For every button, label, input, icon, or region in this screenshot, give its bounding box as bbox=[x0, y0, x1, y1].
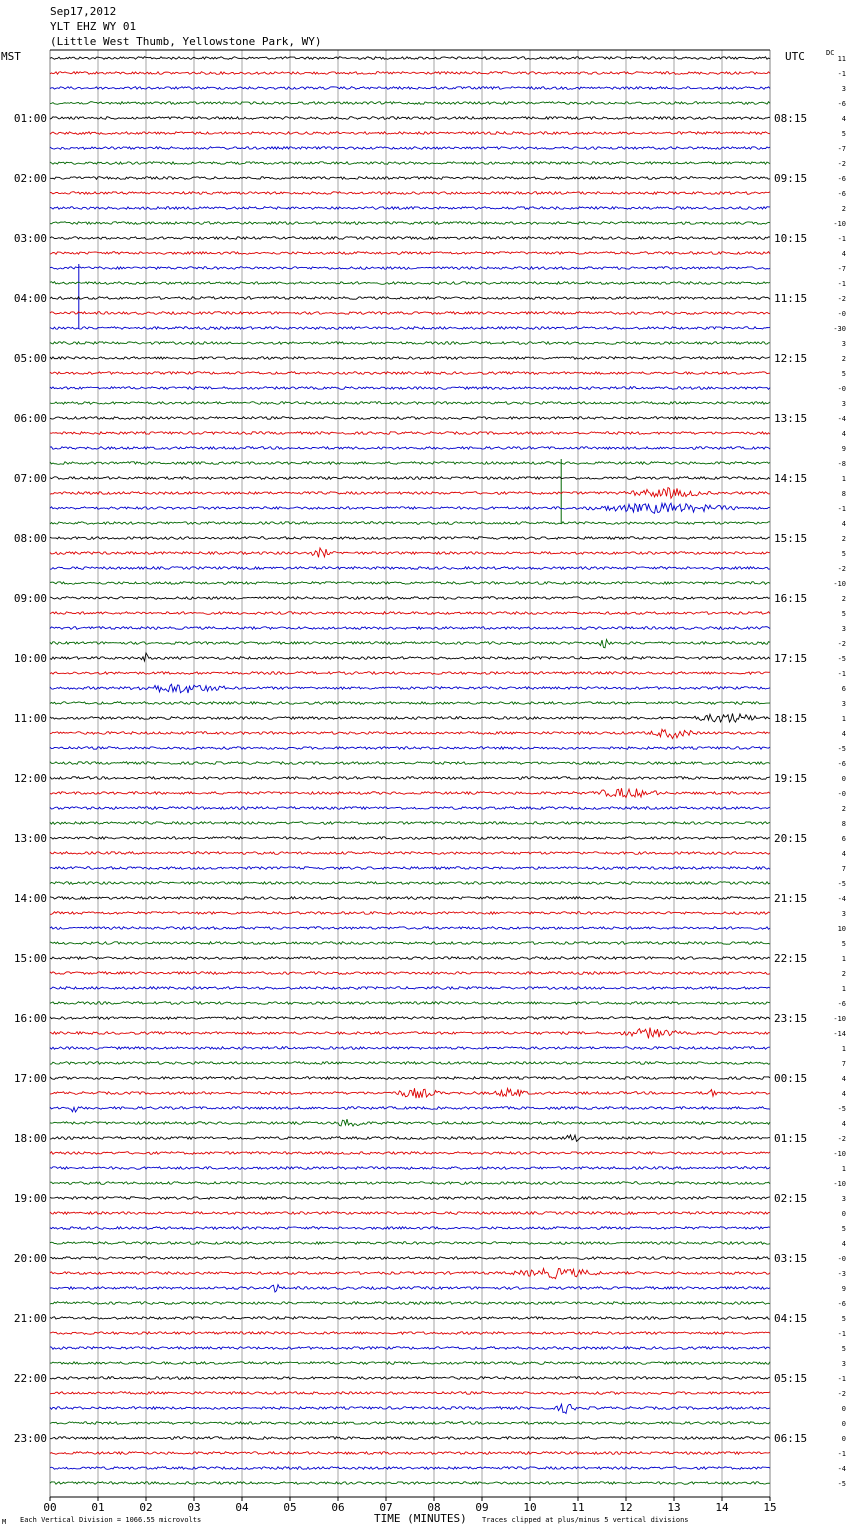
trace-line bbox=[50, 462, 770, 465]
trace-line bbox=[50, 1257, 770, 1260]
dc-offset-value: 3 bbox=[841, 625, 846, 633]
left-hour-label: 01:00 bbox=[13, 112, 47, 125]
trace-line bbox=[50, 477, 770, 480]
trace-line bbox=[50, 912, 770, 915]
trace-line bbox=[50, 1302, 770, 1305]
right-hour-label: 04:15 bbox=[774, 1312, 808, 1325]
left-hour-label: 15:00 bbox=[13, 952, 47, 965]
dc-offset-value: 11 bbox=[837, 55, 846, 63]
left-hour-label: 23:00 bbox=[13, 1432, 47, 1445]
right-hour-label: 00:15 bbox=[774, 1072, 808, 1085]
right-hour-label: 17:15 bbox=[774, 652, 808, 665]
trace-line bbox=[50, 402, 770, 405]
left-hour-label: 16:00 bbox=[13, 1012, 47, 1025]
dc-offset-value: 3 bbox=[841, 85, 846, 93]
dc-offset-value: -10 bbox=[833, 1015, 846, 1023]
dc-offset-value: -5 bbox=[837, 1105, 846, 1113]
dc-offset-value: 3 bbox=[841, 1360, 846, 1368]
trace-line bbox=[50, 1392, 770, 1395]
trace-line bbox=[50, 612, 770, 615]
trace-line bbox=[50, 282, 770, 285]
trace-line bbox=[50, 147, 770, 150]
dc-offset-value: 4 bbox=[841, 115, 846, 123]
trace-line bbox=[50, 1452, 770, 1455]
left-hour-label: 17:00 bbox=[13, 1072, 47, 1085]
right-hour-label: 13:15 bbox=[774, 412, 808, 425]
dc-offset-value: 3 bbox=[841, 700, 846, 708]
dc-offset-value: 4 bbox=[841, 1090, 846, 1098]
dc-offset-value: 4 bbox=[841, 1120, 846, 1128]
trace-line bbox=[50, 582, 770, 585]
dc-offset-value: -6 bbox=[837, 1300, 846, 1308]
trace-line bbox=[50, 1422, 770, 1425]
trace-line bbox=[50, 548, 770, 557]
dc-offset-value: 2 bbox=[841, 535, 846, 543]
dc-offset-value: -0 bbox=[837, 385, 846, 393]
trace-line bbox=[50, 1002, 770, 1005]
trace-line bbox=[50, 987, 770, 990]
dc-offset-value: 2 bbox=[841, 595, 846, 603]
right-hour-label: 08:15 bbox=[774, 112, 808, 125]
trace-line bbox=[50, 1017, 770, 1020]
dc-offset-value: -6 bbox=[837, 190, 846, 198]
trace-line bbox=[50, 503, 770, 513]
trace-line bbox=[50, 1227, 770, 1230]
dc-offset-value: 3 bbox=[841, 1195, 846, 1203]
dc-offset-value: 0 bbox=[841, 1405, 846, 1413]
dc-offset-header: DC bbox=[826, 49, 835, 57]
dc-offset-value: -1 bbox=[837, 670, 846, 678]
dc-offset-value: -3 bbox=[837, 1270, 846, 1278]
dc-offset-value: 5 bbox=[841, 940, 846, 948]
trace-line bbox=[50, 1332, 770, 1335]
dc-offset-value: 2 bbox=[841, 805, 846, 813]
trace-line bbox=[50, 1285, 770, 1292]
dc-offset-value: 6 bbox=[841, 685, 846, 693]
trace-line bbox=[50, 1135, 770, 1141]
dc-offset-value: 3 bbox=[841, 340, 846, 348]
dc-offset-value: -7 bbox=[837, 145, 846, 153]
x-tick-label: 12 bbox=[619, 1501, 633, 1514]
dc-offset-value: 5 bbox=[841, 1315, 846, 1323]
dc-offset-value: -4 bbox=[837, 895, 846, 903]
clip-note: Traces clipped at plus/minus 5 vertical divisions bbox=[482, 1516, 689, 1524]
x-tick-label: 01 bbox=[91, 1501, 105, 1514]
dc-offset-value: 4 bbox=[841, 850, 846, 858]
dc-offset-value: 0 bbox=[841, 775, 846, 783]
dc-offset-value: -0 bbox=[837, 790, 846, 798]
left-hour-label: 12:00 bbox=[13, 772, 47, 785]
trace-line bbox=[50, 713, 770, 722]
dc-offset-value: 1 bbox=[841, 1165, 846, 1173]
x-axis-title: TIME (MINUTES) bbox=[374, 1512, 467, 1525]
trace-line bbox=[50, 1077, 770, 1080]
trace-line bbox=[50, 807, 770, 810]
trace-line bbox=[50, 788, 770, 797]
dc-offset-value: 4 bbox=[841, 430, 846, 438]
trace-line bbox=[50, 1047, 770, 1050]
dc-offset-value: 3 bbox=[841, 400, 846, 408]
trace-line bbox=[50, 372, 770, 375]
trace-line bbox=[50, 1482, 770, 1485]
right-hour-label: 01:15 bbox=[774, 1132, 808, 1145]
dc-offset-value: 9 bbox=[841, 1285, 846, 1293]
dc-offset-value: 0 bbox=[841, 1435, 846, 1443]
x-tick-label: 07 bbox=[379, 1501, 393, 1514]
corner-mark: M bbox=[2, 1518, 7, 1526]
trace-line bbox=[50, 653, 770, 661]
trace-line bbox=[50, 867, 770, 870]
dc-offset-value: -5 bbox=[837, 880, 846, 888]
trace-line bbox=[50, 627, 770, 630]
trace-line bbox=[50, 1212, 770, 1215]
dc-offset-value: 7 bbox=[841, 865, 846, 873]
station-code: YLT EHZ WY 01 bbox=[50, 20, 137, 33]
dc-offset-value: 4 bbox=[841, 730, 846, 738]
dc-offset-value: 1 bbox=[841, 1045, 846, 1053]
trace-line bbox=[50, 447, 770, 450]
x-tick-label: 15 bbox=[763, 1501, 777, 1514]
left-hour-label: 07:00 bbox=[13, 472, 47, 485]
trace-line bbox=[50, 747, 770, 750]
dc-offset-value: 8 bbox=[841, 490, 846, 498]
dc-offset-value: 2 bbox=[841, 205, 846, 213]
trace-line bbox=[50, 1467, 770, 1470]
trace-line bbox=[50, 1377, 770, 1380]
trace-line bbox=[50, 957, 770, 960]
dc-offset-value: -10 bbox=[833, 580, 846, 588]
trace-line bbox=[50, 117, 770, 120]
trace-line bbox=[50, 702, 770, 705]
trace-line bbox=[50, 1062, 770, 1065]
trace-line bbox=[50, 1107, 770, 1112]
trace-line bbox=[50, 177, 770, 180]
dc-offset-value: -4 bbox=[837, 415, 846, 423]
trace-line bbox=[50, 488, 770, 499]
dc-offset-value: -2 bbox=[837, 1135, 846, 1143]
trace-line bbox=[50, 357, 770, 360]
left-hour-label: 05:00 bbox=[13, 352, 47, 365]
dc-offset-value: -4 bbox=[837, 1465, 846, 1473]
dc-offset-value: -6 bbox=[837, 175, 846, 183]
trace-line bbox=[50, 972, 770, 975]
dc-offset-value: 1 bbox=[841, 715, 846, 723]
dc-offset-value: -1 bbox=[837, 505, 846, 513]
dc-offset-value: 2 bbox=[841, 970, 846, 978]
dc-offset-value: -2 bbox=[837, 295, 846, 303]
trace-line bbox=[50, 1152, 770, 1155]
station-location: (Little West Thumb, Yellowstone Park, WY) bbox=[50, 35, 322, 48]
dc-offset-value: 3 bbox=[841, 910, 846, 918]
dc-offset-value: -10 bbox=[833, 220, 846, 228]
dc-offset-value: -14 bbox=[833, 1030, 846, 1038]
dc-offset-value: -10 bbox=[833, 1180, 846, 1188]
x-tick-label: 03 bbox=[187, 1501, 201, 1514]
trace-line bbox=[50, 312, 770, 315]
x-tick-label: 11 bbox=[571, 1501, 585, 1514]
dc-offset-value: 1 bbox=[841, 955, 846, 963]
dc-offset-value: -2 bbox=[837, 640, 846, 648]
trace-line bbox=[50, 729, 770, 738]
left-hour-label: 20:00 bbox=[13, 1252, 47, 1265]
x-tick-label: 09 bbox=[475, 1501, 489, 1514]
right-hour-label: 05:15 bbox=[774, 1372, 808, 1385]
left-hour-label: 22:00 bbox=[13, 1372, 47, 1385]
dc-offset-value: 1 bbox=[841, 475, 846, 483]
right-hour-label: 21:15 bbox=[774, 892, 808, 905]
trace-line bbox=[50, 132, 770, 135]
trace-line bbox=[50, 684, 770, 693]
trace-line bbox=[50, 942, 770, 945]
trace-line bbox=[50, 762, 770, 765]
trace-line bbox=[50, 639, 770, 647]
trace-line bbox=[50, 252, 770, 255]
trace-line bbox=[50, 822, 770, 825]
left-hour-label: 14:00 bbox=[13, 892, 47, 905]
left-hour-label: 08:00 bbox=[13, 532, 47, 545]
dc-offset-value: 7 bbox=[841, 1060, 846, 1068]
dc-offset-value: -2 bbox=[837, 160, 846, 168]
dc-offset-value: 4 bbox=[841, 250, 846, 258]
x-tick-label: 04 bbox=[235, 1501, 249, 1514]
dc-offset-value: -5 bbox=[837, 1480, 846, 1488]
x-tick-label: 06 bbox=[331, 1501, 345, 1514]
right-hour-label: 06:15 bbox=[774, 1432, 808, 1445]
left-hour-label: 13:00 bbox=[13, 832, 47, 845]
right-hour-label: 12:15 bbox=[774, 352, 808, 365]
trace-line bbox=[50, 1167, 770, 1170]
trace-line bbox=[50, 1269, 770, 1279]
trace-line bbox=[50, 207, 770, 210]
x-tick-label: 10 bbox=[523, 1501, 537, 1514]
dc-offset-value: 0 bbox=[841, 1210, 846, 1218]
trace-line bbox=[50, 1119, 770, 1126]
trace-line bbox=[50, 1347, 770, 1350]
left-hour-label: 11:00 bbox=[13, 712, 47, 725]
dc-offset-value: 4 bbox=[841, 520, 846, 528]
left-hour-label: 04:00 bbox=[13, 292, 47, 305]
right-hour-label: 23:15 bbox=[774, 1012, 808, 1025]
dc-offset-value: -5 bbox=[837, 745, 846, 753]
x-tick-label: 05 bbox=[283, 1501, 297, 1514]
trace-line bbox=[50, 1242, 770, 1245]
dc-offset-value: 1 bbox=[841, 985, 846, 993]
x-tick-label: 02 bbox=[139, 1501, 153, 1514]
trace-line bbox=[50, 72, 770, 75]
trace-line bbox=[50, 1197, 770, 1200]
trace-line bbox=[50, 882, 770, 885]
trace-line bbox=[50, 1182, 770, 1185]
dc-offset-value: -6 bbox=[837, 1000, 846, 1008]
trace-line bbox=[50, 597, 770, 600]
dc-offset-value: -2 bbox=[837, 1390, 846, 1398]
dc-offset-value: -7 bbox=[837, 265, 846, 273]
trace-line bbox=[50, 87, 770, 90]
trace-line bbox=[50, 57, 770, 60]
trace-line bbox=[50, 522, 770, 525]
right-hour-label: 16:15 bbox=[774, 592, 808, 605]
dc-offset-value: -1 bbox=[837, 1330, 846, 1338]
scale-note: Each Vertical Division = 1066.55 microvolts bbox=[20, 1516, 202, 1524]
x-tick-label: 13 bbox=[667, 1501, 681, 1514]
trace-line bbox=[50, 567, 770, 570]
dc-offset-value: 5 bbox=[841, 1345, 846, 1353]
dc-offset-value: -1 bbox=[837, 1375, 846, 1383]
trace-line bbox=[50, 327, 770, 330]
left-hour-label: 03:00 bbox=[13, 232, 47, 245]
dc-offset-value: -6 bbox=[837, 100, 846, 108]
left-hour-label: 21:00 bbox=[13, 1312, 47, 1325]
trace-line bbox=[50, 1362, 770, 1365]
right-hour-label: 22:15 bbox=[774, 952, 808, 965]
dc-offset-value: 9 bbox=[841, 445, 846, 453]
right-hour-label: 18:15 bbox=[774, 712, 808, 725]
left-hour-label: 19:00 bbox=[13, 1192, 47, 1205]
trace-line bbox=[50, 417, 770, 420]
right-hour-label: 15:15 bbox=[774, 532, 808, 545]
dc-offset-value: -10 bbox=[833, 1150, 846, 1158]
left-hour-label: 10:00 bbox=[13, 652, 47, 665]
trace-line bbox=[50, 852, 770, 855]
right-hour-label: 19:15 bbox=[774, 772, 808, 785]
trace-line bbox=[50, 432, 770, 435]
trace-line bbox=[50, 537, 770, 540]
dc-offset-value: 0 bbox=[841, 1420, 846, 1428]
dc-offset-value: -30 bbox=[833, 325, 846, 333]
dc-offset-value: -8 bbox=[837, 460, 846, 468]
right-hour-label: 10:15 bbox=[774, 232, 808, 245]
trace-line bbox=[50, 1088, 770, 1098]
trace-line bbox=[50, 897, 770, 900]
left-hour-label: 06:00 bbox=[13, 412, 47, 425]
trace-line bbox=[50, 342, 770, 345]
trace-line bbox=[50, 672, 770, 675]
trace-line bbox=[50, 837, 770, 840]
right-hour-label: 14:15 bbox=[774, 472, 808, 485]
dc-offset-value: -2 bbox=[837, 565, 846, 573]
dc-offset-value: -1 bbox=[837, 280, 846, 288]
dc-offset-value: 4 bbox=[841, 1075, 846, 1083]
x-tick-label: 14 bbox=[715, 1501, 729, 1514]
dc-offset-value: -5 bbox=[837, 655, 846, 663]
right-timezone-label: UTC bbox=[785, 50, 805, 63]
dc-offset-value: 5 bbox=[841, 130, 846, 138]
dc-offset-value: 5 bbox=[841, 370, 846, 378]
trace-line bbox=[50, 1317, 770, 1320]
right-hour-label: 03:15 bbox=[774, 1252, 808, 1265]
trace-line bbox=[50, 1028, 770, 1039]
dc-offset-value: 6 bbox=[841, 835, 846, 843]
trace-line bbox=[50, 1437, 770, 1440]
dc-offset-value: -6 bbox=[837, 760, 846, 768]
trace-line bbox=[50, 192, 770, 195]
left-hour-label: 18:00 bbox=[13, 1132, 47, 1145]
plot-date: Sep17,2012 bbox=[50, 5, 117, 18]
trace-line bbox=[50, 387, 770, 390]
trace-line bbox=[50, 267, 770, 270]
trace-line bbox=[50, 162, 770, 165]
left-hour-label: 09:00 bbox=[13, 592, 47, 605]
trace-line bbox=[50, 777, 770, 780]
dc-offset-value: 10 bbox=[837, 925, 846, 933]
trace-line bbox=[50, 297, 770, 300]
right-hour-label: 09:15 bbox=[774, 172, 808, 185]
trace-line bbox=[50, 102, 770, 105]
dc-offset-value: 5 bbox=[841, 1225, 846, 1233]
dc-offset-value: -0 bbox=[837, 310, 846, 318]
trace-line bbox=[50, 222, 770, 225]
right-hour-label: 11:15 bbox=[774, 292, 808, 305]
dc-offset-value: 2 bbox=[841, 355, 846, 363]
right-hour-label: 02:15 bbox=[774, 1192, 808, 1205]
dc-offset-value: -1 bbox=[837, 70, 846, 78]
dc-offset-value: -1 bbox=[837, 1450, 846, 1458]
x-tick-label: 08 bbox=[427, 1501, 441, 1514]
x-tick-label: 00 bbox=[43, 1501, 57, 1514]
right-hour-label: 20:15 bbox=[774, 832, 808, 845]
dc-offset-value: 8 bbox=[841, 820, 846, 828]
trace-line bbox=[50, 1404, 770, 1413]
trace-line bbox=[50, 237, 770, 240]
dc-offset-value: 5 bbox=[841, 550, 846, 558]
left-timezone-label: MST bbox=[1, 50, 21, 63]
left-hour-label: 02:00 bbox=[13, 172, 47, 185]
dc-offset-value: -1 bbox=[837, 235, 846, 243]
trace-line bbox=[50, 927, 770, 930]
dc-offset-value: -0 bbox=[837, 1255, 846, 1263]
dc-offset-value: 4 bbox=[841, 1240, 846, 1248]
dc-offset-value: 5 bbox=[841, 610, 846, 618]
